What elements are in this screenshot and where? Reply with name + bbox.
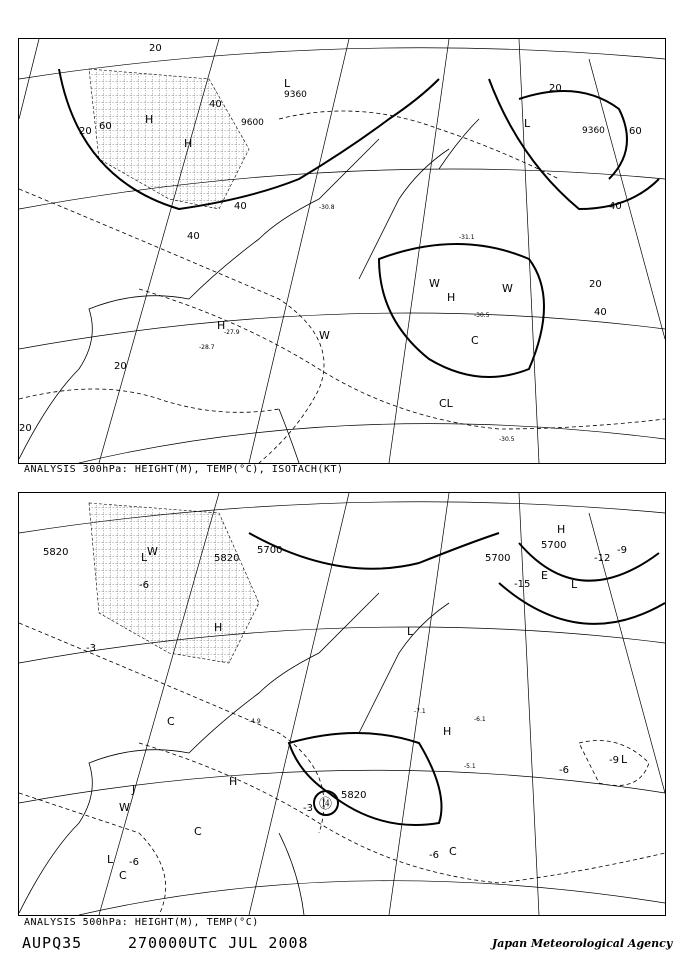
warm-center: W bbox=[319, 329, 330, 342]
height-label: 5700 bbox=[541, 540, 567, 551]
high-center: H bbox=[443, 725, 452, 738]
height-label: 9600 bbox=[241, 118, 264, 128]
map-panel-300hpa bbox=[18, 38, 666, 464]
temp-value: -31.1 bbox=[459, 234, 475, 241]
isotach-label: 20 bbox=[19, 423, 32, 434]
high-center: H bbox=[145, 113, 154, 126]
low-center: L bbox=[524, 117, 531, 130]
caption-500hpa: ANALYSIS 500hPa: HEIGHT(M), TEMP(°C) bbox=[24, 917, 259, 928]
temp-label: -6 bbox=[429, 850, 439, 861]
height-label: 5820 bbox=[214, 553, 240, 564]
isotach-label: 20 bbox=[114, 361, 127, 372]
warm-center: W bbox=[147, 545, 158, 558]
analysis-time: 270000UTC JUL 2008 bbox=[128, 934, 309, 952]
high-center: H bbox=[557, 523, 566, 536]
temp-value: -28.7 bbox=[199, 344, 215, 351]
height-labels bbox=[241, 90, 605, 136]
temp-label: -6 bbox=[129, 857, 139, 868]
low-center: L bbox=[141, 551, 148, 564]
station-temps bbox=[249, 708, 486, 770]
temp-value: -27.9 bbox=[224, 329, 240, 336]
agency-name: Japan Meteorological Agency bbox=[492, 937, 673, 950]
low-center: L bbox=[571, 578, 578, 591]
height-label: 5820 bbox=[341, 790, 367, 801]
temp-value: -6.1 bbox=[474, 716, 486, 723]
cold-center: C bbox=[194, 825, 202, 838]
low-center: L bbox=[621, 753, 628, 766]
warm-center: W bbox=[429, 277, 440, 290]
station-temps bbox=[199, 204, 515, 443]
high-center: H bbox=[214, 621, 223, 634]
temp-label: -15 bbox=[514, 579, 531, 590]
temp-label: -9 bbox=[617, 545, 627, 556]
height-label: 5700 bbox=[485, 553, 511, 564]
isotach-label: 20 bbox=[79, 126, 92, 137]
warm-center: W bbox=[119, 801, 130, 814]
temp-label: -9 bbox=[609, 755, 619, 766]
high-center: H bbox=[229, 775, 238, 788]
high-center: H bbox=[217, 319, 226, 332]
warm-center: W bbox=[502, 282, 513, 295]
cold-low-center: CL bbox=[439, 397, 453, 410]
tropical-cyclone-symbol: ⑭ bbox=[319, 797, 333, 812]
high-center: H bbox=[447, 291, 456, 304]
isotach-label: 60 bbox=[99, 121, 112, 132]
cold-region-hatching bbox=[89, 69, 249, 209]
temp-label: -6 bbox=[559, 765, 569, 776]
height-label: 9360 bbox=[582, 126, 605, 136]
height-label: 9360 bbox=[284, 90, 307, 100]
caption-300hpa: ANALYSIS 300hPa: HEIGHT(M), TEMP(°C), ISOTACH(KT) bbox=[24, 464, 344, 475]
temp-value: -30.8 bbox=[319, 204, 335, 211]
height-label: 5700 bbox=[257, 545, 283, 556]
isotach-label: 40 bbox=[609, 201, 622, 212]
height-label: 5820 bbox=[43, 547, 69, 558]
isotach-label: 40 bbox=[234, 201, 247, 212]
low-center: L bbox=[407, 625, 414, 638]
temp-value: -5.1 bbox=[464, 763, 476, 770]
isotach-label: 40 bbox=[187, 231, 200, 242]
temp-label: -3 bbox=[303, 803, 313, 814]
temp-label: -6 bbox=[139, 580, 149, 591]
low-center: L bbox=[284, 77, 291, 90]
jet-marker: J bbox=[132, 783, 136, 796]
coastlines bbox=[19, 119, 479, 463]
isotach-label: 60 bbox=[629, 126, 642, 137]
cold-center: C bbox=[167, 715, 175, 728]
isotach-label: 20 bbox=[549, 83, 562, 94]
cold-center: C bbox=[449, 845, 457, 858]
temp-value: -7.1 bbox=[414, 708, 426, 715]
temp-value: -30.5 bbox=[499, 436, 515, 443]
chart-code: AUPQ35 bbox=[22, 934, 83, 952]
temp-value: -4.9 bbox=[249, 718, 261, 725]
isotach-label: 20 bbox=[149, 43, 162, 54]
map-500hpa-svg bbox=[19, 493, 665, 915]
isotach-label: 40 bbox=[594, 307, 607, 318]
map-panel-500hpa bbox=[18, 492, 666, 916]
cold-center: C bbox=[119, 869, 127, 882]
height-contours bbox=[249, 533, 665, 825]
high-center: H bbox=[184, 137, 193, 150]
east-marker: E bbox=[541, 569, 548, 582]
low-center: L bbox=[107, 853, 114, 866]
temp-value: -30.5 bbox=[474, 312, 490, 319]
cold-region-hatching bbox=[89, 503, 259, 663]
isotach-label: 40 bbox=[209, 99, 222, 110]
temp-label: -12 bbox=[594, 553, 611, 564]
isotach-label: 20 bbox=[589, 279, 602, 290]
map-300hpa-svg bbox=[19, 39, 665, 463]
temp-label: -3 bbox=[86, 643, 96, 654]
cold-center: C bbox=[471, 334, 479, 347]
